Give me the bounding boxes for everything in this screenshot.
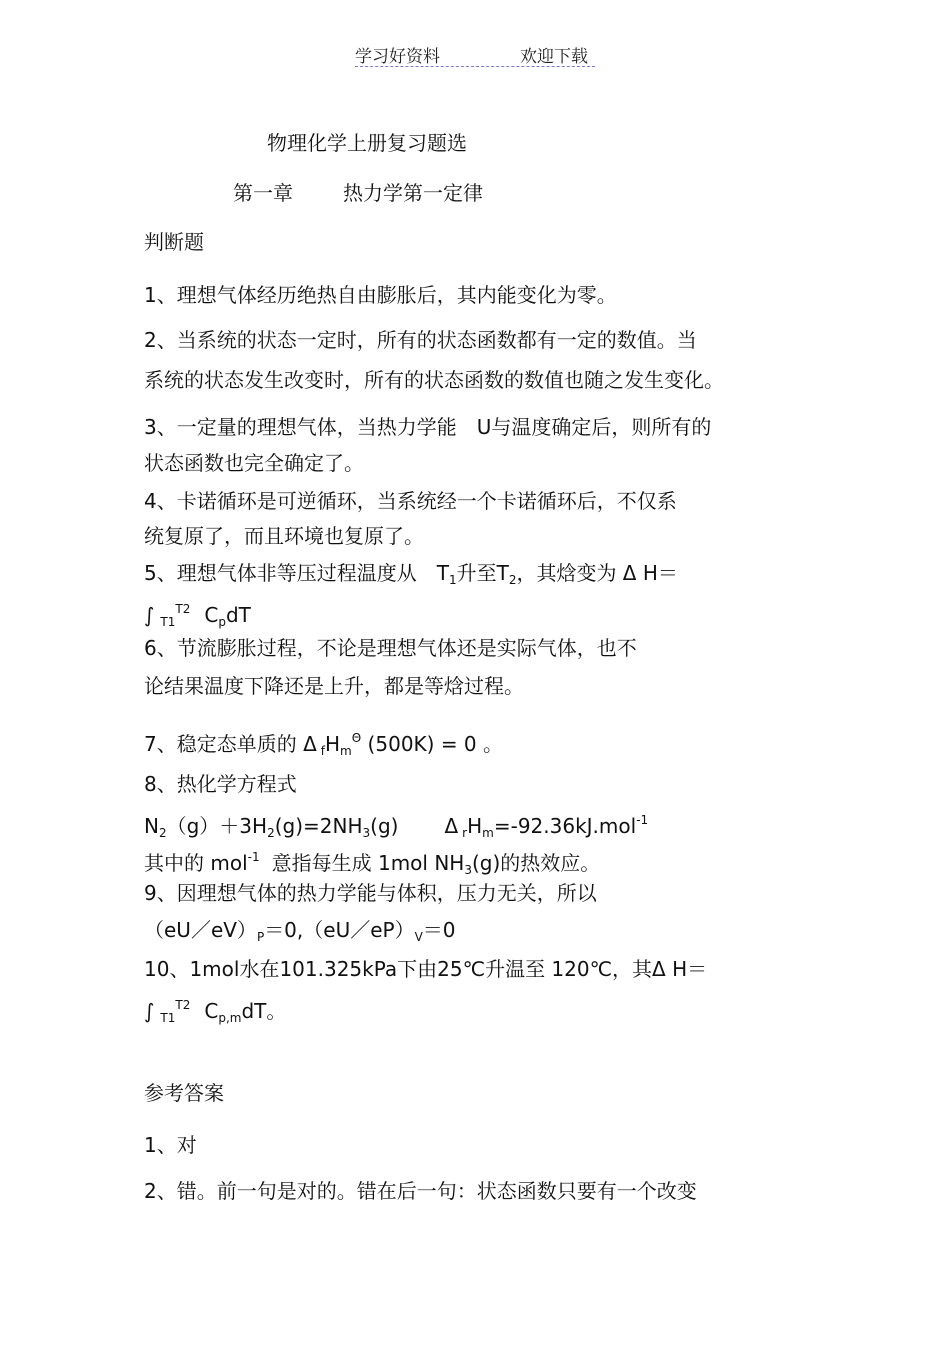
q8-l3-text-e: (g)的热效应。 (471, 851, 601, 875)
q8-sup-minus1: -1 (636, 813, 649, 827)
q5-upper-limit: T2 (175, 602, 191, 616)
q7-standard-symbol: Θ (351, 731, 362, 745)
chapter-heading (233, 181, 483, 205)
chapter-title: 热力学第一定律 (343, 181, 483, 205)
q8-value: =-92.36kJ.mol (493, 814, 637, 838)
question-9-line-1: 9、因理想气体的热力学能与体积，压力无关，所以 (144, 881, 597, 905)
q8-sub-3: 3 (362, 826, 371, 840)
question-4-line-1: 4、卡诺循环是可逆循环，当系统经一个卡诺循环后，不仅系 (144, 489, 677, 513)
question-3-line-2: 状态函数也完全确定了。 (144, 451, 364, 475)
q9-sub-v: V (414, 930, 423, 944)
q8-n: N (144, 814, 159, 838)
q10-sub-pm: p,m (218, 1011, 242, 1025)
q5-sub-1: 1 (448, 573, 457, 587)
question-8-line-3 (144, 845, 600, 882)
q5-sub-2: 2 (508, 573, 517, 587)
q9-text-a: （eU／eV） (144, 918, 257, 942)
q5-cp: C (204, 603, 219, 627)
q5-text-e: ，其焓变为 Δ H＝ (516, 561, 678, 585)
q7-h: H (325, 732, 341, 756)
page-header (355, 40, 595, 67)
question-9-line-2 (144, 918, 456, 949)
question-7 (144, 726, 503, 763)
q10-lower-limit: T1 (160, 1011, 176, 1025)
q8-l3-sub: 3 (464, 863, 472, 877)
q9-sub-p: P (256, 930, 265, 944)
q10-integral-sign: ∫ (144, 999, 155, 1023)
q8-l3-text-a: 其中的 mol (144, 851, 248, 875)
q5-dt: dT (225, 603, 251, 627)
q8-sub-r: r (462, 826, 468, 840)
header-left-text: 学习好资料 (355, 47, 440, 67)
question-3-line-1: 3、一定量的理想气体，当热力学能 U与温度确定后，则所有的 (144, 415, 712, 439)
q5-cp-sub: p (218, 615, 226, 629)
q8-h: H (467, 814, 483, 838)
q5-text-a: 5、理想气体非等压过程温度从 T (144, 561, 449, 585)
q10-c: C (204, 999, 219, 1023)
answer-1: 1、对 (144, 1133, 197, 1157)
question-6-line-1: 6、节流膨胀过程，不论是理想气体还是实际气体，也不 (144, 636, 637, 660)
q9-text-c: ＝0,（eU／eP） (264, 918, 415, 942)
q8-l3-text-c: 意指每生成 1mol NH (271, 851, 465, 875)
q10-dt: dT。 (241, 999, 287, 1023)
q8-text-c: （g）＋3H (166, 814, 268, 838)
header-right-text: 欢迎下载 (520, 47, 588, 67)
q9-text-e: ＝0 (422, 918, 456, 942)
q10-upper-limit: T2 (175, 998, 191, 1012)
q8-l3-sup: -1 (247, 850, 260, 864)
q7-sub-f: f (320, 744, 325, 758)
question-8-line-1: 8、热化学方程式 (144, 772, 297, 796)
integral-sign: ∫ (144, 603, 155, 627)
q8-text-g: (g) (370, 814, 399, 838)
question-8-line-2 (144, 808, 648, 845)
q8-text-e: (g)=2NH (274, 814, 363, 838)
q7-text-a: 7、稳定态单质的 Δ (144, 732, 317, 756)
question-5-line-1 (144, 561, 678, 592)
question-2-line-1: 2、当系统的状态一定时，所有的状态函数都有一定的数值。当 (144, 328, 697, 352)
question-5-line-2 (144, 597, 251, 634)
q8-delta: Δ (444, 814, 459, 838)
q8-sub-2: 2 (267, 826, 275, 840)
q5-text-c: 升至T (456, 561, 509, 585)
q8-sub-1: 2 (158, 826, 167, 840)
question-10-line-2 (144, 993, 286, 1030)
answer-2: 2、错。前一句是对的。错在后一句：状态函数只要有一个改变 (144, 1179, 697, 1203)
document-title: 物理化学上册复习题选 (267, 131, 467, 155)
chapter-number: 第一章 (233, 181, 293, 205)
q7-sub-m: m (340, 744, 352, 758)
question-6-line-2: 论结果温度下降还是上升，都是等焓过程。 (144, 674, 524, 698)
q7-text-f: (500K) = 0 。 (361, 732, 504, 756)
question-4-line-2: 统复原了，而且环境也复原了。 (144, 524, 424, 548)
section-judge-heading: 判断题 (144, 230, 204, 254)
q5-lower-limit: T1 (160, 615, 176, 629)
question-2-line-2: 系统的状态发生改变时，所有的状态函数的数值也随之发生变化。 (144, 368, 724, 392)
section-answers-heading: 参考答案 (144, 1081, 224, 1105)
question-10-line-1: 10、1mol水在101.325kPa下由25℃升温至 120℃，其Δ H＝ (144, 957, 708, 981)
question-1: 1、理想气体经历绝热自由膨胀后，其内能变化为零。 (144, 283, 617, 307)
q8-sub-m: m (482, 826, 494, 840)
